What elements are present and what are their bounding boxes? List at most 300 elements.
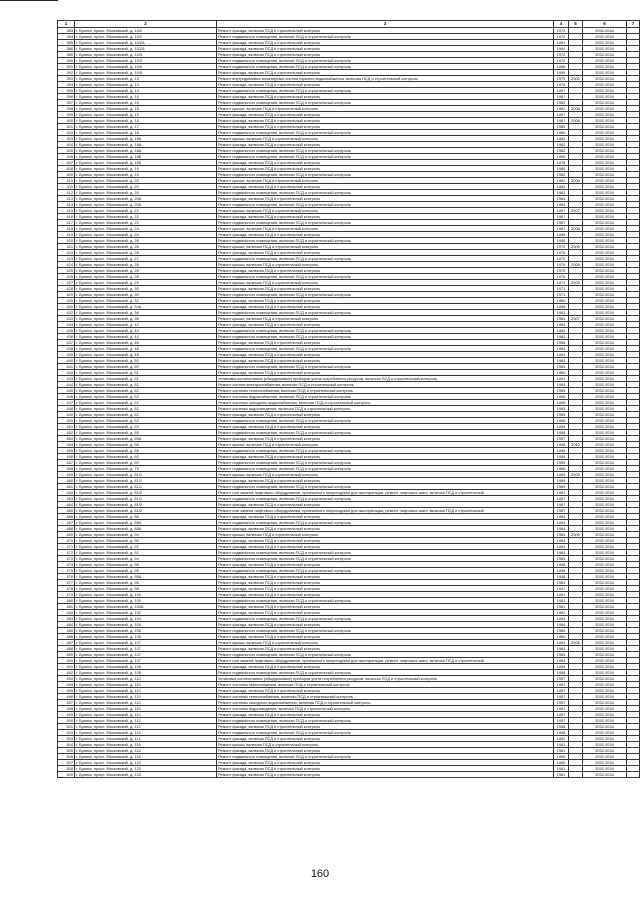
address-cell: г. Брянск, просп. Московский, д. 20А [75, 202, 217, 208]
build-year-cell: 1969 [554, 478, 569, 484]
planned-period-cell: 2032-2034 [583, 232, 627, 238]
address-cell: г. Брянск, просп. Московский, д. 26 [75, 238, 217, 244]
planned-period-cell: 2032-2034 [583, 424, 627, 430]
planned-period-cell: 2032-2034 [583, 160, 627, 166]
address-cell: г. Брянск, просп. Московский, д. 28 [75, 274, 217, 280]
address-cell: г. Брянск, просп. Московский, д. 18 [75, 130, 217, 136]
build-year-cell: 1987 [554, 490, 569, 496]
work-type-cell: Ремонт подвального помещения, включая ПСД и строительный контроль [217, 520, 554, 526]
build-year-cell: 1970 [554, 250, 569, 256]
build-year-cell: 1963 [554, 652, 569, 658]
build-year-cell: 1962 [554, 190, 569, 196]
address-cell: г. Брянск, просп. Московский, д. 110 [75, 712, 217, 718]
row-number: 473 [58, 556, 75, 562]
work-type-cell: Ремонт фасада, включая ПСД и строительный контроль [217, 580, 554, 586]
work-type-cell: Ремонт фасада, включая ПСД и строительный контроль [217, 436, 554, 442]
address-cell: г. Брянск, просп. Московский, д. 15 [75, 112, 217, 118]
row-number: 407 [58, 160, 75, 166]
row-number: 481 [58, 604, 75, 610]
work-type-cell: Ремонт подвального помещения, включая ПСД и строительный контроль [217, 334, 554, 340]
planned-period-cell: 2032-2034 [583, 292, 627, 298]
row-number: 488 [58, 646, 75, 652]
row-number: 443 [58, 376, 75, 382]
planned-period-cell: 2032-2034 [583, 634, 627, 640]
address-cell: г. Брянск, просп. Московский, д. 112 [75, 718, 217, 724]
build-year-cell: 1967 [554, 94, 569, 100]
build-year-cell: 1960 [554, 628, 569, 634]
planned-period-cell: 2032-2034 [583, 274, 627, 280]
planned-period-cell: 2032-2034 [583, 40, 627, 46]
address-cell: г. Брянск, просп. Московский, д. 81/2 [75, 490, 217, 496]
row-number: 418 [58, 226, 75, 232]
row-number: 429 [58, 292, 75, 298]
build-year-cell: 1981 [554, 40, 569, 46]
header-col-1: 1 [58, 21, 75, 28]
work-type-cell: Ремонт подвального помещения, включая ПСД и строительный контроль [217, 148, 554, 154]
address-cell: г. Брянск, просп. Московский, д. 55А [75, 436, 217, 442]
planned-period-cell: 2032-2034 [583, 430, 627, 436]
row-number: 494 [58, 682, 75, 688]
row-number: 453 [58, 436, 75, 442]
row-number: 410 [58, 178, 75, 184]
planned-period-cell: 2032-2034 [583, 244, 627, 250]
planned-period-cell: 2032-2034 [583, 640, 627, 646]
address-cell: г. Брянск, просп. Московский, д. 60 [75, 460, 217, 466]
build-year-cell: 1959 [554, 754, 569, 760]
address-cell: г. Брянск, просп. Московский, д. 17 [75, 124, 217, 130]
planned-period-cell: 2032-2034 [583, 742, 627, 748]
address-cell: г. Брянск, просп. Московский, д. 106 [75, 628, 217, 634]
build-year-cell: 1967 [554, 118, 569, 124]
row-number: 499 [58, 712, 75, 718]
build-year-cell: 1967 [554, 208, 569, 214]
row-number: 449 [58, 412, 75, 418]
build-year-cell: 1959 [554, 70, 569, 76]
build-year-cell: 1962 [554, 148, 569, 154]
address-cell: г. Брянск, просп. Московский, д. 14 [75, 88, 217, 94]
table-body [58, 28, 640, 778]
build-year-cell: 1964 [554, 196, 569, 202]
build-year-cell: 1981 [554, 604, 569, 610]
build-year-cell: 1964 [554, 316, 569, 322]
row-number: 460 [58, 478, 75, 484]
address-cell: г. Брянск, просп. Московский, д. 102 [75, 610, 217, 616]
work-type-cell: Ремонт фасада, включая ПСД и строительный контроль [217, 166, 554, 172]
work-type-cell: Ремонт подвального помещения, включая ПСД и строительный контроль [217, 202, 554, 208]
planned-period-cell: 2032-2034 [583, 628, 627, 634]
header-col-6: 6 [583, 21, 627, 28]
address-cell: г. Брянск, просп. Московский, д. 10/2А [75, 40, 217, 46]
build-year-cell: 1957 [554, 436, 569, 442]
planned-period-cell: 2032-2034 [583, 238, 627, 244]
row-number: 402 [58, 130, 75, 136]
build-year-cell: 1965 [554, 394, 569, 400]
address-cell: г. Брянск, просп. Московский, д. 30 [75, 286, 217, 292]
planned-period-cell: 2032-2034 [583, 586, 627, 592]
address-cell: г. Брянск, просп. Московский, д. 81/1 [75, 472, 217, 478]
build-year-cell: 1979 [554, 82, 569, 88]
build-year-cell: 1963 [554, 580, 569, 586]
build-year-cell: 1957 [554, 694, 569, 700]
address-cell: г. Брянск, просп. Московский, д. 108 [75, 664, 217, 670]
prev-repair-year-cell: 2009 [569, 532, 583, 538]
build-year-cell: 1970 [554, 262, 569, 268]
build-year-cell: 1967 [554, 214, 569, 220]
work-type-cell: Ремонт фасада, включая ПСД и строительный контроль [217, 94, 554, 100]
build-year-cell: 1964 [554, 202, 569, 208]
row-number: 466 [58, 514, 75, 520]
work-type-cell: Установка коллективных (общедомовых) приборов учета потребления ресурсов, включая ПСД и строительный контроль [217, 376, 554, 382]
planned-period-cell: 2032-2034 [583, 346, 627, 352]
address-cell: г. Брянск, просп. Московский, д. 104 [75, 622, 217, 628]
work-type-cell: Ремонт фасада, включая ПСД и строительный контроль [217, 562, 554, 568]
row-number: 436 [58, 334, 75, 340]
build-year-cell: 1964 [554, 322, 569, 328]
work-type-cell: Ремонт фасада, включая ПСД и строительный контроль [217, 772, 554, 778]
address-cell: г. Брянск, просп. Московский, д. 24 [75, 232, 217, 238]
planned-period-cell: 2032-2034 [583, 688, 627, 694]
work-type-cell: Ремонт подвального помещения, включая ПСД и строительный контроль [217, 730, 554, 736]
work-type-cell: Ремонт системы водоснабжения, включая ПСД и строительный контроль [217, 394, 554, 400]
row-number: 506 [58, 754, 75, 760]
build-year-cell: 1972 [554, 52, 569, 58]
address-cell: г. Брянск, просп. Московский, д. 26 [75, 250, 217, 256]
work-type-cell: Ремонт подвального помещения, включая ПСД и строительный контроль [217, 154, 554, 160]
planned-period-cell: 2032-2034 [583, 130, 627, 136]
work-type-cell: Ремонт фасада, включая ПСД и строительный контроль [217, 340, 554, 346]
row-number: 464 [58, 502, 75, 508]
address-cell: г. Брянск, просп. Московский, д. 120 [75, 760, 217, 766]
planned-period-cell: 2032-2034 [583, 316, 627, 322]
row-number: 472 [58, 550, 75, 556]
row-number: 468 [58, 526, 75, 532]
work-type-cell: Ремонт фасада, включая ПСД и строительный контроль [217, 586, 554, 592]
row-number: 395 [58, 88, 75, 94]
address-cell: г. Брянск, просп. Московский, д. 22 [75, 214, 217, 220]
work-type-cell: Ремонт фасада, включая ПСД и строительный контроль [217, 610, 554, 616]
row-number: 383 [58, 28, 75, 34]
planned-period-cell: 2032-2034 [583, 166, 627, 172]
header-col-4: 4 [554, 21, 569, 28]
work-type-cell: Ремонт фасада, включая ПСД и строительный контроль [217, 142, 554, 148]
row-number: 404 [58, 142, 75, 148]
address-cell: г. Брянск, просп. Московский, д. 51 [75, 370, 217, 376]
row-number: 446 [58, 394, 75, 400]
work-type-cell: Ремонт фасада, включая ПСД и строительный контроль [217, 286, 554, 292]
work-type-cell: Ремонт фасада, включая ПСД и строительный контроль [217, 358, 554, 364]
address-cell: г. Брянск, просп. Московский, д. 44 [75, 328, 217, 334]
work-type-cell: Ремонт фасада, включая ПСД и строительный контроль [217, 370, 554, 376]
row-number: 485 [58, 628, 75, 634]
build-year-cell: 1957 [554, 676, 569, 682]
row-number: 477 [58, 580, 75, 586]
address-cell: г. Брянск, просп. Московский, д. 19 [75, 172, 217, 178]
work-type-cell: Ремонт подвального помещения, включая ПСД и строительный контроль [217, 496, 554, 502]
planned-period-cell: 2032-2034 [583, 724, 627, 730]
address-cell: г. Брянск, просп. Московский, д. 81/2 [75, 496, 217, 502]
address-cell: г. Брянск, просп. Московский, д. 58 [75, 448, 217, 454]
row-number: 423 [58, 256, 75, 262]
build-year-cell: 1963 [554, 550, 569, 556]
address-cell: г. Брянск, просп. Московский, д. 81/1 [75, 484, 217, 490]
build-year-cell: 1958 [554, 562, 569, 568]
planned-period-cell: 2032-2034 [583, 718, 627, 724]
row-number: 438 [58, 346, 75, 352]
row-number: 456 [58, 454, 75, 460]
work-type-cell: Ремонт подвального помещения, включая ПСД и строительный контроль [217, 190, 554, 196]
planned-period-cell: 2032-2034 [583, 286, 627, 292]
build-year-cell: 1957 [554, 682, 569, 688]
build-year-cell: 1960 [554, 298, 569, 304]
build-year-cell: 1962 [554, 136, 569, 142]
address-cell: г. Брянск, просп. Московский, д. 19 [75, 166, 217, 172]
prev-repair-year-cell: 2006 [569, 640, 583, 646]
work-type-cell: Ремонт подвального помещения, включая ПСД и строительный контроль [217, 88, 554, 94]
address-cell: г. Брянск, просп. Московский, д. 81/1 [75, 478, 217, 484]
build-year-cell: 1962 [554, 106, 569, 112]
planned-period-cell: 2032-2034 [583, 70, 627, 76]
build-year-cell: 1961 [554, 742, 569, 748]
row-number: 495 [58, 688, 75, 694]
row-number: 426 [58, 274, 75, 280]
address-cell: г. Брянск, просп. Московский, д. 48 [75, 346, 217, 352]
table-row [58, 772, 640, 778]
row-number: 492 [58, 670, 75, 676]
row-number: 406 [58, 154, 75, 160]
build-year-cell: 1964 [554, 514, 569, 520]
build-year-cell: 1955 [554, 448, 569, 454]
work-type-cell: Ремонт фасада, включая ПСД и строительный контроль [217, 196, 554, 202]
planned-period-cell: 2032-2034 [583, 682, 627, 688]
address-cell: г. Брянск, просп. Московский, д. 107 [75, 658, 217, 664]
work-type-cell: Ремонт подвального помещения, включая ПСД и строительный контроль [217, 34, 554, 40]
row-number: 401 [58, 124, 75, 130]
work-type-cell: Ремонт фасада, включая ПСД и строительный контроль [217, 574, 554, 580]
planned-period-cell: 2032-2034 [583, 760, 627, 766]
work-type-cell: Ремонт фасада, включая ПСД и строительный контроль [217, 70, 554, 76]
build-year-cell: 1961 [554, 310, 569, 316]
work-type-cell: Ремонт подвального помещения, включая ПСД и строительный контроль [217, 556, 554, 562]
row-number: 487 [58, 640, 75, 646]
row-number: 458 [58, 466, 75, 472]
planned-period-cell: 2032-2034 [583, 304, 627, 310]
work-type-cell: Ремонт фасада, включая ПСД и строительный контроль [217, 664, 554, 670]
work-type-cell: Ремонт фасада, включая ПСД и строительный контроль [217, 40, 554, 46]
build-year-cell: 1972 [554, 58, 569, 64]
build-year-cell: 1963 [554, 544, 569, 550]
address-cell: г. Брянск, просп. Московский, д. 28 [75, 268, 217, 274]
address-cell: г. Брянск, просп. Московский, д. 100 [75, 592, 217, 598]
work-type-cell: Ремонт фасада, включая ПСД и строительный контроль [217, 322, 554, 328]
planned-period-cell: 2032-2034 [583, 94, 627, 100]
address-cell: г. Брянск, просп. Московский, д. 52 [75, 406, 217, 412]
planned-period-cell: 2032-2034 [583, 214, 627, 220]
planned-period-cell: 2032-2034 [583, 196, 627, 202]
planned-period-cell: 2032-2034 [583, 694, 627, 700]
planned-period-cell: 2032-2034 [583, 358, 627, 364]
work-type-cell: Ремонт фасада, включая ПСД и строительный контроль [217, 82, 554, 88]
row-number: 467 [58, 520, 75, 526]
build-year-cell: 1985 [554, 232, 569, 238]
work-type-cell: Ремонт фасада, включая ПСД и строительный контроль [217, 526, 554, 532]
planned-period-cell: 2032-2034 [583, 388, 627, 394]
build-year-cell: 1957 [554, 700, 569, 706]
row-number: 416 [58, 214, 75, 220]
planned-period-cell: 2032-2034 [583, 466, 627, 472]
prev-repair-year-cell [569, 772, 583, 778]
build-year-cell: 1959 [554, 616, 569, 622]
work-type-cell: Ремонт фасада, включая ПСД и строительный контроль [217, 412, 554, 418]
work-type-cell: Ремонт фасада, включая ПСД и строительный контроль [217, 214, 554, 220]
planned-period-cell: 2032-2034 [583, 412, 627, 418]
build-year-cell: 1965 [554, 388, 569, 394]
work-type-cell: Ремонт подвального помещения, включая ПСД и строительный контроль [217, 754, 554, 760]
planned-period-cell: 2032-2034 [583, 670, 627, 676]
address-cell: г. Брянск, просп. Московский, д. 95А [75, 574, 217, 580]
work-type-cell: Ремонт крыши, включая ПСД и строительный контроль [217, 178, 554, 184]
address-cell: г. Брянск, просп. Московский, д. 50 [75, 358, 217, 364]
planned-period-cell: 2032-2034 [583, 508, 627, 514]
row-number: 493 [58, 676, 75, 682]
planned-period-cell: 2032-2034 [583, 268, 627, 274]
address-cell: г. Брянск, просп. Московский, д. 20 [75, 184, 217, 190]
row-number: 496 [58, 694, 75, 700]
build-year-cell: 1957 [554, 718, 569, 724]
planned-period-cell: 2032-2034 [583, 106, 627, 112]
build-year-cell: 1971 [554, 292, 569, 298]
work-type-cell: Ремонт фасада, включая ПСД и строительный контроль [217, 760, 554, 766]
row-number: 384 [58, 34, 75, 40]
planned-period-cell: 2032-2034 [583, 520, 627, 526]
row-number: 507 [58, 760, 75, 766]
build-year-cell: 1965 [554, 382, 569, 388]
build-year-cell: 1957 [554, 706, 569, 712]
work-type-cell: Ремонт подвального помещения, включая ПСД и строительный контроль [217, 64, 554, 70]
build-year-cell: 1947 [554, 586, 569, 592]
work-type-cell: Ремонт подвального помещения, включая ПСД и строительный контроль [217, 238, 554, 244]
address-cell: г. Брянск, просп. Московский, д. 22 [75, 208, 217, 214]
row-number: 391 [58, 64, 75, 70]
row-number: 504 [58, 742, 75, 748]
build-year-cell: 1963 [554, 658, 569, 664]
address-cell: г. Брянск, просп. Московский, д. 88А [75, 526, 217, 532]
work-type-cell: Ремонт системы холодного водоснабжения, включая ПСД и строительный контроль [217, 400, 554, 406]
row-number: 424 [58, 262, 75, 268]
work-type-cell: Ремонт крыши, включая ПСД и строительный контроль [217, 262, 554, 268]
header-col-3: 3 [217, 21, 554, 28]
address-cell: г. Брянск, просп. Московский, д. 88А [75, 520, 217, 526]
planned-period-cell: 2032-2034 [583, 592, 627, 598]
work-type-cell: Ремонт крыши, включая ПСД и строительный контроль [217, 106, 554, 112]
build-year-cell: 1980 [554, 124, 569, 130]
planned-period-cell: 2032-2034 [583, 256, 627, 262]
address-cell: г. Брянск, просп. Московский, д. 92 [75, 550, 217, 556]
row-number: 450 [58, 418, 75, 424]
planned-period-cell: 2032-2034 [583, 490, 627, 496]
planned-period-cell: 2032-2034 [583, 652, 627, 658]
planned-period-cell: 2032-2034 [583, 208, 627, 214]
work-type-cell: Ремонт фасада, включая ПСД и строительный контроль [217, 646, 554, 652]
capital-repair-table [57, 20, 640, 778]
address-cell: г. Брянск, просп. Московский, д. 42 [75, 322, 217, 328]
address-cell: г. Брянск, просп. Московский, д. 106 [75, 634, 217, 640]
row-number: 420 [58, 238, 75, 244]
row-number: 480 [58, 598, 75, 604]
build-year-cell: 1965 [554, 400, 569, 406]
build-year-cell: 1958 [554, 730, 569, 736]
build-year-cell: 1961 [554, 376, 569, 382]
prev-repair-year-cell: 2008 [569, 118, 583, 124]
planned-period-cell: 2032-2034 [583, 202, 627, 208]
work-type-cell: Ремонт системы теплоснабжения, включая ПСД и строительный контроль [217, 694, 554, 700]
planned-period-cell: 2032-2034 [583, 298, 627, 304]
prev-repair-year-cell: 2002 [569, 76, 583, 82]
planned-period-cell: 2032-2034 [583, 382, 627, 388]
work-type-cell: Ремонт подвального помещения, включая ПСД и строительный контроль [217, 670, 554, 676]
planned-period-cell: 2032-2034 [583, 502, 627, 508]
build-year-cell: 1956 [554, 64, 569, 70]
planned-period-cell: 2032-2034 [583, 400, 627, 406]
row-number: 471 [58, 544, 75, 550]
row-number: 409 [58, 172, 75, 178]
address-cell: г. Брянск, просп. Московский, д. 114 [75, 730, 217, 736]
planned-period-cell: 2032-2034 [583, 250, 627, 256]
build-year-cell: 1959 [554, 454, 569, 460]
work-type-cell: Ремонт фасада, включая ПСД и строительный контроль [217, 184, 554, 190]
address-cell: г. Брянск, просп. Московский, д. 46 [75, 340, 217, 346]
address-cell: г. Брянск, просп. Московский, д. 18А [75, 136, 217, 142]
build-year-cell: 1957 [554, 688, 569, 694]
row-number: 431 [58, 304, 75, 310]
work-type-cell: Ремонт подвального помещения, включая ПСД и строительный контроль [217, 292, 554, 298]
address-cell: г. Брянск, просп. Московский, д. 108 [75, 670, 217, 676]
work-type-cell: Ремонт крыши, включая ПСД и строительный контроль [217, 280, 554, 286]
work-type-cell: Ремонт фасада, включая ПСД и строительный контроль [217, 736, 554, 742]
work-type-cell: Ремонт подвального помещения, включая ПСД и строительный контроль [217, 616, 554, 622]
work-type-cell: Ремонт фасада, включая ПСД и строительный контроль [217, 160, 554, 166]
prev-repair-year-cell: 2009 [569, 280, 583, 286]
build-year-cell: 1980 [554, 130, 569, 136]
address-cell: г. Брянск, просп. Московский, д. 18Б [75, 160, 217, 166]
address-cell: г. Брянск, просп. Московский, д. 114 [75, 736, 217, 742]
row-number: 396 [58, 94, 75, 100]
planned-period-cell: 2032-2034 [583, 322, 627, 328]
work-type-cell: Ремонт фасада, включая ПСД и строительный контроль [217, 712, 554, 718]
work-type-cell: Ремонт фасада, включая ПСД и строительный контроль [217, 604, 554, 610]
row-number: 393 [58, 76, 75, 82]
address-cell: г. Брянск, просп. Московский, д. 96 [75, 580, 217, 586]
work-type-cell: Ремонт фасада, включая ПСД и строительный контроль [217, 424, 554, 430]
planned-period-cell: 2032-2034 [583, 658, 627, 664]
planned-period-cell: 2032-2034 [583, 598, 627, 604]
planned-period-cell: 2032-2034 [583, 574, 627, 580]
work-type-cell: Ремонт фасада, включая ПСД и строительный контроль [217, 748, 554, 754]
row-number: 440 [58, 358, 75, 364]
row-number: 484 [58, 622, 75, 628]
planned-period-cell: 2032-2034 [583, 64, 627, 70]
row-number: 478 [58, 586, 75, 592]
row-number: 412 [58, 190, 75, 196]
work-type-cell: Ремонт фасада, включая ПСД и строительный контроль [217, 544, 554, 550]
row-number: 474 [58, 562, 75, 568]
row-number: 437 [58, 340, 75, 346]
planned-period-cell: 2032-2034 [583, 604, 627, 610]
row-number: 433 [58, 316, 75, 322]
row-number: 448 [58, 406, 75, 412]
address-cell: г. Брянск, просп. Московский, д. 10/5 [75, 70, 217, 76]
row-number: 486 [58, 634, 75, 640]
address-cell: г. Брянск, просп. Московский, д. 36 [75, 316, 217, 322]
